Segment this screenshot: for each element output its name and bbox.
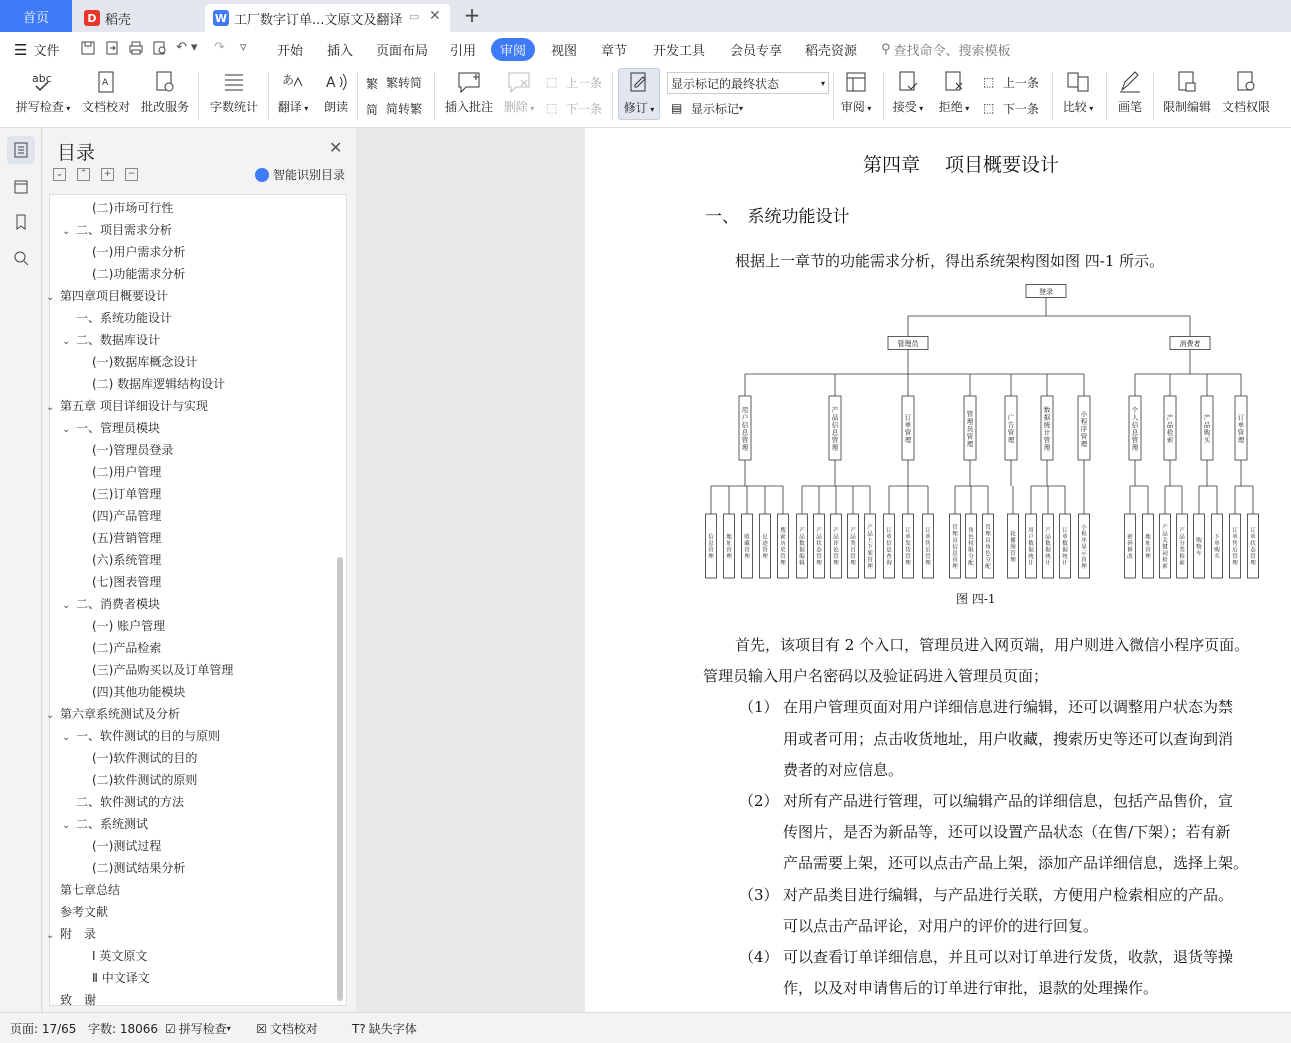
toc-item[interactable] [92,683,185,700]
status-missing-font[interactable] [352,1020,417,1037]
tab-bar [0,0,1291,32]
status-spell-check[interactable]: ☑ 拼写检查 ▾ [165,1021,231,1036]
word-count-icon [221,70,247,94]
toc-title: 目录 [57,142,96,164]
toc-item[interactable] [92,859,185,876]
toc-item-label: Ⅰ 英文原文 [92,949,148,963]
toc-item-label: 二、系统测试 [76,817,149,831]
list-line: 用或者可用；点击收货地址，用户收藏，搜索历史等还可以查询到消 [783,730,1234,748]
toc-item-label: (三)订单管理 [92,487,162,501]
list-number: （3） [739,886,779,904]
simp-to-trad-button[interactable] [366,100,422,117]
toc-item-label: (二)软件测试的原则 [92,773,198,787]
prev-change-label: 上一条 [1003,76,1040,90]
word-count-label: 字数统计 [209,100,258,114]
next-change-label: 下一条 [1003,102,1040,116]
hamburger-icon: ☰ [14,40,28,59]
prev-comment-button[interactable] [546,74,602,91]
diagram-label: 登录 [1039,288,1053,296]
menu-start[interactable]: 开始 [277,44,304,59]
search-icon: ⚲ [881,42,891,57]
diagram-label: 产品类目管理 [850,528,856,567]
doc-permission-label: 文档权限 [1221,100,1270,114]
new-tab-button[interactable]: + [463,3,481,27]
toc-item[interactable] [92,639,161,656]
redo-icon[interactable]: ↷ [214,40,225,55]
list-line: 作，以及对申请售后的订单进行审批，退款的处理操作。 [783,979,1159,997]
svg-text:abc: abc [32,72,52,85]
review-pane-label: 审阅 [840,100,865,114]
system-architecture-diagram [585,278,1291,588]
toc-item[interactable] [62,815,148,832]
file-menu-label: 文件 [33,44,60,59]
toc-item[interactable] [92,771,197,788]
svg-text:あ: あ [282,73,295,87]
spell-check-icon [30,70,56,94]
diagram-label: 产品数据编辑 [799,528,805,567]
restrict-edit-button[interactable] [1160,70,1214,115]
menu-references[interactable]: 引用 [450,44,477,59]
doc-check-button[interactable] [80,70,132,115]
list-number: （2） [739,792,779,810]
document-page[interactable] [585,128,1291,1012]
toc-item[interactable] [46,705,180,722]
toc-item[interactable] [92,661,233,678]
command-search-label: 查找命令、搜索模板 [893,44,1011,59]
chapter-nav-icon[interactable] [7,172,35,200]
toc-item[interactable] [60,991,96,1008]
translate-button[interactable]: あ 翻译 ▾ [275,70,311,115]
toc-item-label: (四)其他功能模块 [92,685,186,699]
pen-icon [1117,70,1143,94]
add-heading-icon[interactable]: + [101,168,114,181]
toc-item-label: (二)用户管理 [92,465,162,479]
collapse-all-icon[interactable]: ⌄ [53,168,66,181]
diagram-label: 信息管理 [708,534,714,560]
page-indicator[interactable]: 页面: 17/65 [10,1022,77,1036]
batch-service-icon [152,70,178,94]
diagram-label: 广告管理 [1007,413,1015,444]
track-changes-icon [626,71,652,95]
diagram-label: 用户数据统计 [1028,528,1034,567]
word-count[interactable]: 字数: 18066 [88,1022,159,1036]
diagram-label: 管理员信息管理 [952,524,958,570]
reject-icon [941,70,967,94]
tab-home[interactable]: 首页 [0,0,72,32]
accept-label: 接受 [892,100,917,114]
toc-scrollbar[interactable] [337,557,343,1001]
toc-item[interactable] [62,221,172,238]
toc-item[interactable] [62,419,160,436]
export-icon[interactable] [104,40,120,60]
doc-permission-icon [1233,70,1259,94]
delete-comment-icon [506,70,532,94]
list-number: （1） [739,698,779,716]
ink-button[interactable] [1114,70,1146,115]
compare-label: 比较 [1062,100,1087,114]
toc-item-label: 第四章项目概要设计 [60,289,169,303]
toc-item-label: (二)产品检索 [92,641,162,655]
file-menu[interactable] [14,40,59,59]
next-comment-label: 下一条 [566,102,603,116]
diagram-label: 订单管理 [1237,413,1245,444]
menu-review[interactable]: 审阅 [491,38,535,61]
chevron-down-icon[interactable]: ⌄ [46,402,55,413]
tab-daoke[interactable] [76,4,202,32]
toc-item-label: (一)软件测试的目的 [92,751,198,765]
spell-check-label: 拼写检查 [15,100,64,114]
toc-item-label: (一)管理员登录 [92,443,174,457]
toc-item-label: 第七章总结 [60,883,121,897]
undo-icon[interactable]: ↶ ▾ [176,40,198,55]
menu-member[interactable]: 会员专享 [730,44,783,59]
writer-doc-icon: W [214,11,228,25]
toc-item[interactable] [92,441,173,458]
toc-item[interactable] [62,595,160,612]
status-bar [0,1012,1291,1043]
diagram-label: 搜索历史管理 [780,528,786,567]
diagram-label: 足迹管理 [762,534,768,560]
trad-to-simp-label: 繁转简 [386,76,423,90]
delete-comment-button[interactable]: 删除 ▾ [502,70,536,115]
insert-comment-label: 插入批注 [444,100,493,114]
prev-comment-icon: ⬚ [546,74,558,89]
toc-item-label: Ⅱ 中文译文 [92,971,150,985]
ink-label: 画笔 [1117,100,1142,114]
toc-item[interactable] [92,353,197,370]
next-change-icon: ⬚ [983,100,995,115]
list-line: 可以点击产品评论，对用户的评价的进行回复。 [783,917,1099,935]
word-count-button[interactable] [206,70,262,115]
menu-daoke-resources[interactable]: 稻壳资源 [805,44,858,59]
toc-item-label: 一、管理员模块 [76,421,161,435]
reject-label: 拒绝 [938,100,963,114]
toc-item-label: 一、软件测试的目的与原则 [76,729,221,743]
toc-item-label: (三)产品购买以及订单管理 [92,663,234,677]
toc-item[interactable] [46,925,96,942]
diagram-label: 产品状态管理 [816,528,822,567]
delete-comment-label: 删除 [503,100,528,114]
navigation-strip [0,128,42,1012]
read-aloud-label: 朗读 [323,100,348,114]
toc-item-label: (五)营销管理 [92,531,162,545]
compare-button[interactable]: 比较 ▾ [1060,70,1096,115]
diagram-label: 数据统计管理 [1043,406,1051,452]
svg-text:A: A [326,75,336,91]
toc-item-label: (二)测试结果分析 [92,861,186,875]
diagram-label: 订单发货管理 [905,528,911,567]
compare-icon [1065,70,1091,94]
lock-doc-icon [1174,70,1200,94]
comment-icon [456,70,482,94]
chevron-down-icon[interactable]: ⌄ [46,292,55,303]
quick-access-dropdown-icon[interactable]: ▿ [240,40,247,55]
diagram-label: 地址管理 [726,534,732,560]
toc-item[interactable] [60,881,120,898]
prev-comment-label: 上一条 [566,76,603,90]
toc-item-label: (二)市场可行性 [92,201,174,215]
diagram-label: 产品信息管理 [831,406,839,452]
batch-service-label: 批改服务 [140,100,189,114]
smart-toc-button[interactable] [255,166,345,183]
show-markup-icon: ▤ [671,100,683,115]
restrict-edit-label: 限制编辑 [1162,100,1211,114]
save-icon[interactable] [80,40,96,60]
track-changes-button[interactable]: 修订 ▾ [618,68,660,120]
next-change-button[interactable] [983,100,1039,117]
chevron-down-icon[interactable]: ⌄ [62,732,71,743]
diagram-label: 地址管理 [1145,534,1151,560]
chevron-down-icon[interactable]: ⌄ [62,600,71,611]
toc-item-label: (六)系统管理 [92,553,162,567]
display-mode-select[interactable] [667,72,829,94]
print-preview-icon[interactable] [152,40,168,60]
reject-button[interactable]: 拒绝 ▾ [936,70,972,115]
list-line: 可以查看订单详细信息，并且可以对订单进行发货，收款，退货等操 [783,948,1234,966]
toc-item-label: (一)用户需求分析 [92,245,186,259]
chevron-down-icon[interactable]: ⌄ [62,336,71,347]
toc-item[interactable] [92,551,161,568]
toc-item[interactable] [46,287,168,304]
command-search[interactable] [881,40,1011,59]
list-line: 传图片，是否为新品等，还可以设置产品状态（在售/下架）；若有新 [783,823,1231,841]
insert-comment-button[interactable] [442,70,496,115]
chevron-down-icon[interactable]: ⌄ [46,930,55,941]
diagram-label: 订单数据统计 [1062,528,1068,567]
review-pane-icon [843,70,869,94]
doc-permission-button[interactable] [1220,70,1272,115]
menu-page-layout[interactable]: 页面布局 [376,44,429,59]
menu-developer[interactable]: 开发工具 [653,44,706,59]
toc-item[interactable] [92,749,197,766]
check-box-icon: ☑ [165,1021,176,1036]
diagram-label: 订单状态管理 [1250,528,1256,567]
diagram-label: 收藏管理 [744,534,750,560]
diagram-label: 订单售后管理 [1232,528,1238,567]
figure-caption: 图 四-1 [956,592,996,606]
proofread-icon: ☒ [256,1021,267,1036]
toc-item-label: 二、项目需求分析 [76,223,173,237]
diagram-label: 管理员角色分配 [985,524,991,570]
toc-item-label: 致 谢 [60,993,97,1007]
diagram-label: 产品分类检索 [1179,528,1185,567]
body-paragraph-2: 管理员输入用户名密码以及验证码进入管理员页面； [703,667,1049,685]
toc-item-label: (七)图表管理 [92,575,162,589]
toc-item[interactable] [92,617,165,634]
diagram-label: 订单管理 [904,413,912,444]
document-area [356,128,1291,1012]
accept-button[interactable]: 接受 ▾ [890,70,926,115]
list-line: 产品需要上架，还可以点击产品上架，添加产品详细信息，选择上架。 [783,854,1249,872]
diagram-label: 用户信息管理 [741,406,749,452]
list-line: 费者的对应信息。 [783,761,904,779]
list-line: 在用户管理页面对用户详细信息进行编辑，还可以调整用户状态为禁 [783,698,1234,716]
toc-item[interactable] [92,529,161,546]
read-aloud-button[interactable] [320,70,352,115]
next-comment-button[interactable] [546,100,602,117]
toc-item-label: (一)数据库概念设计 [92,355,198,369]
show-markup-button[interactable]: ▤ 显示标记 ▾ [671,100,744,116]
ribbon-review [0,64,1291,128]
status-spell-label: 拼写检查 [178,1022,227,1036]
tab-close-icon[interactable]: ✕ [429,8,441,24]
diagram-label: 角色权限分配 [968,528,974,567]
diagram-label: 管理员 [897,340,919,348]
toc-item[interactable] [92,837,161,854]
chevron-down-icon: ▾ [820,78,825,88]
smart-toc-icon [255,168,269,182]
daoke-logo-icon: D [84,10,100,26]
remove-heading-icon[interactable]: − [125,168,138,181]
toc-item[interactable] [60,903,108,920]
status-proof-label: 文档校对 [269,1022,318,1036]
batch-service-button[interactable] [139,70,191,115]
diagram-label: 小程序显示管理 [1081,524,1087,570]
toc-item[interactable] [92,947,147,964]
toc-item[interactable] [62,331,160,348]
trad-simp-icon: 繁 [366,76,379,91]
toc-item-label: 二、软件测试的方法 [76,795,185,809]
menu-view[interactable]: 视图 [551,44,578,59]
diagram-label: 订单信息查询 [886,528,892,567]
toc-item-label: (一) 账户管理 [92,619,166,633]
prev-change-icon: ⬚ [983,74,995,89]
missing-font-icon: T? [352,1021,366,1036]
toc-item-label: 参考文献 [60,905,109,919]
close-icon[interactable]: ✕ [329,138,343,157]
toc-item[interactable] [92,969,150,986]
body-paragraph-1: 首先，该项目有 2 个入口，管理员进入网页端，用户则进入微信小程序页面。 [735,636,1250,654]
diagram-label: 消费者 [1179,340,1201,348]
diagram-label: 密码修改 [1127,534,1133,560]
chapter-heading: 第四章 项目概要设计 [863,154,1060,176]
svg-text:A: A [102,78,109,88]
diagram-label: 轮播图管理 [1010,531,1016,564]
toc-panel-icon[interactable] [7,136,35,164]
diagram-label: 产品关键词检索 [1162,524,1168,570]
diagram-label: 下单购买 [1214,534,1220,560]
diagram-label: 产品数据统计 [1045,528,1051,567]
diagram-label: 小程序管理 [1080,409,1088,448]
diagram-label: 产品上下架管理 [867,524,873,570]
toc-item[interactable] [92,507,161,524]
toc-item-label: (二)功能需求分析 [92,267,186,281]
toc-item-label: 第六章系统测试及分析 [60,707,181,721]
tab-monitor-icon[interactable]: ▭ [409,10,420,23]
menu-bar [0,32,1291,64]
chevron-down-icon[interactable]: ⌄ [62,424,71,435]
missing-font-label: 缺失字体 [368,1022,417,1036]
diagram-label: 管理员管理 [966,409,974,448]
toc-item[interactable] [92,199,173,216]
menu-insert[interactable]: 插入 [327,44,354,59]
toc-panel [43,128,356,1012]
toc-item-label: 附 录 [60,927,97,941]
tab-daoke-label: 稻壳 [105,12,132,28]
toc-item[interactable] [92,573,161,590]
toc-item-label: (一)测试过程 [92,839,162,853]
next-comment-icon: ⬚ [546,100,558,115]
review-pane-button[interactable]: 审阅 ▾ [838,70,874,115]
toc-item-label: 二、消费者模块 [76,597,161,611]
intro-paragraph: 根据上一章节的功能需求分析，得出系统架构图如图 四-1 所示。 [735,252,1165,270]
toc-item-label: 第五章 项目详细设计与实现 [60,399,208,413]
simp-trad-icon: 简 [366,102,379,117]
toc-item[interactable] [92,265,185,282]
bookmark-icon[interactable] [7,208,35,236]
translate-label: 翻译 [277,100,302,114]
diagram-label: 产品检索 [1166,413,1174,444]
find-icon[interactable] [7,244,35,272]
print-icon[interactable] [128,40,144,60]
toc-item[interactable] [92,375,225,392]
toc-item[interactable] [76,309,172,326]
spell-check-button[interactable]: abc 拼写检查 ▾ [15,72,71,114]
accept-icon [895,70,921,94]
doc-check-icon [93,70,119,94]
toc-item[interactable] [62,727,220,744]
trad-to-simp-button[interactable] [366,74,422,91]
chevron-down-icon[interactable]: ⌄ [46,710,55,721]
expand-up-icon[interactable]: ⌃ [77,168,90,181]
toc-list [46,194,347,1007]
status-proofread[interactable] [256,1020,318,1037]
tab-document[interactable] [205,4,450,32]
toc-item[interactable] [92,485,161,502]
diagram-label: 产品购买 [1203,413,1211,444]
tab-document-label: 工厂数字订单...文原文及翻译 [234,12,403,28]
read-aloud-icon [323,70,349,94]
toc-item-label: 一、系统功能设计 [76,311,173,325]
chevron-down-icon[interactable]: ⌄ [62,226,71,237]
section-heading: 一、 系统功能设计 [705,207,850,227]
display-mode-value: 显示标记的最终状态 [671,76,780,91]
toc-item-label: (二) 数据库逻辑结构设计 [92,377,226,391]
toc-item-label: 二、数据库设计 [76,333,161,347]
list-line: 对产品类目进行编辑，与产品进行关联，方便用户检索相应的产品。 [783,886,1234,904]
simp-to-trad-label: 简转繁 [386,102,423,116]
toc-item[interactable] [92,243,185,260]
track-changes-label: 修订 [623,101,648,115]
toc-item-label: (四)产品管理 [92,509,162,523]
diagram-label: 个人信息管理 [1131,406,1139,452]
list-number: （4） [739,948,779,966]
diagram-label: 购物车 [1196,537,1202,557]
show-markup-label: 显示标记 [691,102,740,116]
chevron-down-icon[interactable]: ⌄ [62,820,71,831]
toc-item[interactable] [76,793,184,810]
translate-icon [280,70,306,94]
smart-toc-label: 智能识别目录 [273,168,346,182]
toc-item[interactable] [46,397,208,414]
doc-check-label: 文档校对 [81,100,130,114]
diagram-label: 产品评论管理 [833,528,839,567]
list-line: 对所有产品进行管理，可以编辑产品的详细信息，包括产品售价，宣 [783,792,1234,810]
menu-section[interactable]: 章节 [601,44,628,59]
prev-change-button[interactable] [983,74,1039,91]
toc-item[interactable] [92,463,161,480]
diagram-label: 订单售后管理 [925,528,931,567]
